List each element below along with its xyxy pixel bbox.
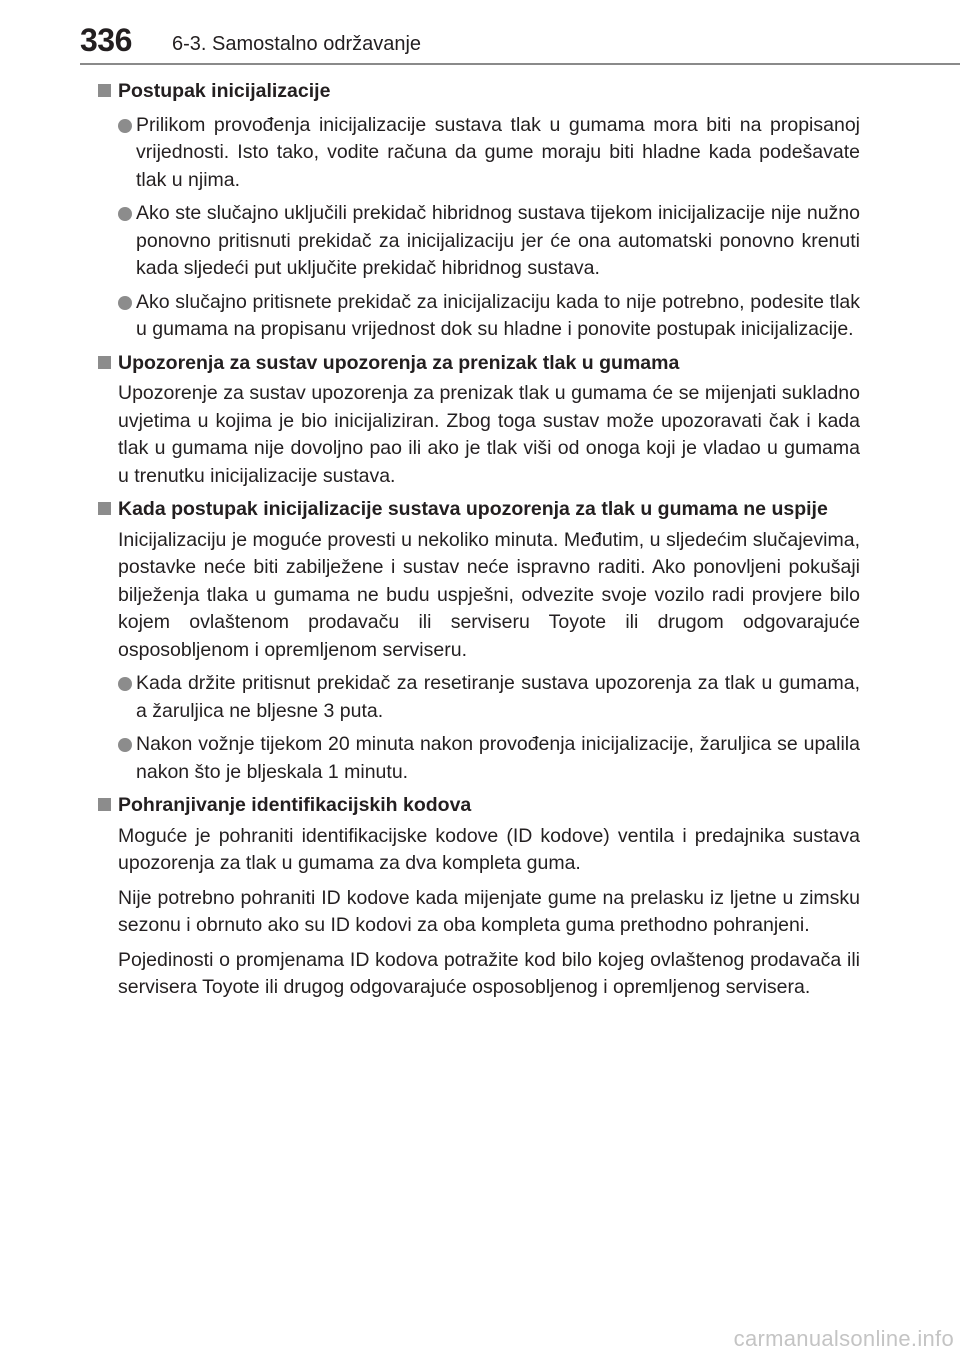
section-heading <box>96 350 860 378</box>
square-bullet-icon <box>98 84 111 97</box>
round-bullet-icon <box>118 296 132 310</box>
round-bullet-icon <box>118 119 132 133</box>
list-item <box>118 731 860 786</box>
section-heading-text: Pohranjivanje identifikacijskih kodova <box>118 794 472 816</box>
section-heading-text: Upozorenja za sustav upozorenja za prenizak tlak u gumama <box>118 351 680 374</box>
paragraph: Pojedinosti o promjenama ID kodova potražite kod bilo kojeg ovlaštenog prodavača ili servisera Toyote ili drugog odgovarajuće osposobljenog i opremljenog servisera. <box>118 948 860 998</box>
square-bullet-icon <box>98 356 111 369</box>
header-divider <box>80 63 960 65</box>
list-item <box>118 670 860 725</box>
round-bullet-icon <box>118 738 132 752</box>
list-item-text: Kada držite pritisnut prekidač za resetiranje sustava upozorenja za tlak u gumama, a žaruljica ne bljesne 3 puta. <box>136 672 860 722</box>
section-heading-text: Kada postupak inicijalizacije sustava upozorenja za tlak u gumama ne uspije <box>118 498 828 520</box>
list-item-text: Prilikom provođenja inicijalizacije sustava tlak u gumama mora biti na propisanoj vrijednosti. Isto tako, vodite računa da gume moraju biti hladne kada podešavate tlak u njima. <box>136 113 860 191</box>
list-item <box>118 289 860 344</box>
paragraph: Upozorenje za sustav upozorenja za prenizak tlak u gumama će se mijenjati sukladno uvjetima u kojima je bio inicijaliziran. Zbog toga sustav može upozoravati čak i kada tlak u gumama nije dovoljno pao ili ako je tlak viši od onoga koji je vladao u gumama u trenutku inicijalizacije sustava. <box>118 382 860 487</box>
list-item-text: Ako ste slučajno uključili prekidač hibridnog sustava tijekom inicijalizacije nije nužno ponovno pritisnuti prekidač za inicijalizaciju jer će ona automatski ponovno krenuti kada sljedeći put uključite prekidač hibridnog sustava. <box>136 202 860 279</box>
list-item-text: Nakon vožnje tijekom 20 minuta nakon provođenja inicijalizacije, žaruljica se upalila nakon što je bljeskala 1 minutu. <box>136 733 860 783</box>
square-bullet-icon <box>98 798 111 811</box>
round-bullet-icon <box>118 677 132 691</box>
paragraph: Moguće je pohraniti identifikacijske kodove (ID kodove) ventila i predajnika sustava upozorenja za tlak u gumama za dva kompleta guma. <box>118 824 860 874</box>
list-item <box>118 200 860 283</box>
page-content <box>96 78 860 1002</box>
paragraph: Inicijalizaciju je moguće provesti u nekoliko minuta. Međutim, u sljedećim slučajevima, postavke neće biti zabilježene i sustav neće ispravno raditi. Ako ponovljeni pokušaji bilježenja tlaka u gumama ne budu uspješni, odvezite svoje vozilo radi provjere bilo kojem ovlaštenom prodavaču ili serviseru Toyote ili drugom odgovarajuće osposobljenom i opremljenom serviseru. <box>118 528 860 661</box>
section-heading-text: Postupak inicijalizacije <box>118 80 331 102</box>
watermark: carmanualsonline.info <box>733 1326 954 1351</box>
section-title: 6-3. Samostalno održavanje <box>172 33 422 55</box>
section-heading <box>96 78 860 106</box>
section-heading <box>96 792 860 820</box>
section-heading <box>96 496 860 524</box>
round-bullet-icon <box>118 207 132 221</box>
page-number: 336 <box>80 22 132 58</box>
square-bullet-icon <box>98 502 111 515</box>
list-item-text: Ako slučajno pritisnete prekidač za inicijalizaciju kada to nije potrebno, podesite tlak u gumama na propisanu vrijednost dok su hladne i ponovite postupak inicijalizacije. <box>136 290 860 340</box>
list-item <box>118 112 860 195</box>
paragraph: Nije potrebno pohraniti ID kodove kada mijenjate gume na prelasku iz ljetne u zimsku sezonu i obrnuto ako su ID kodovi za oba kompleta guma prethodno pohranjeni. <box>118 886 860 936</box>
page-header <box>0 0 960 64</box>
